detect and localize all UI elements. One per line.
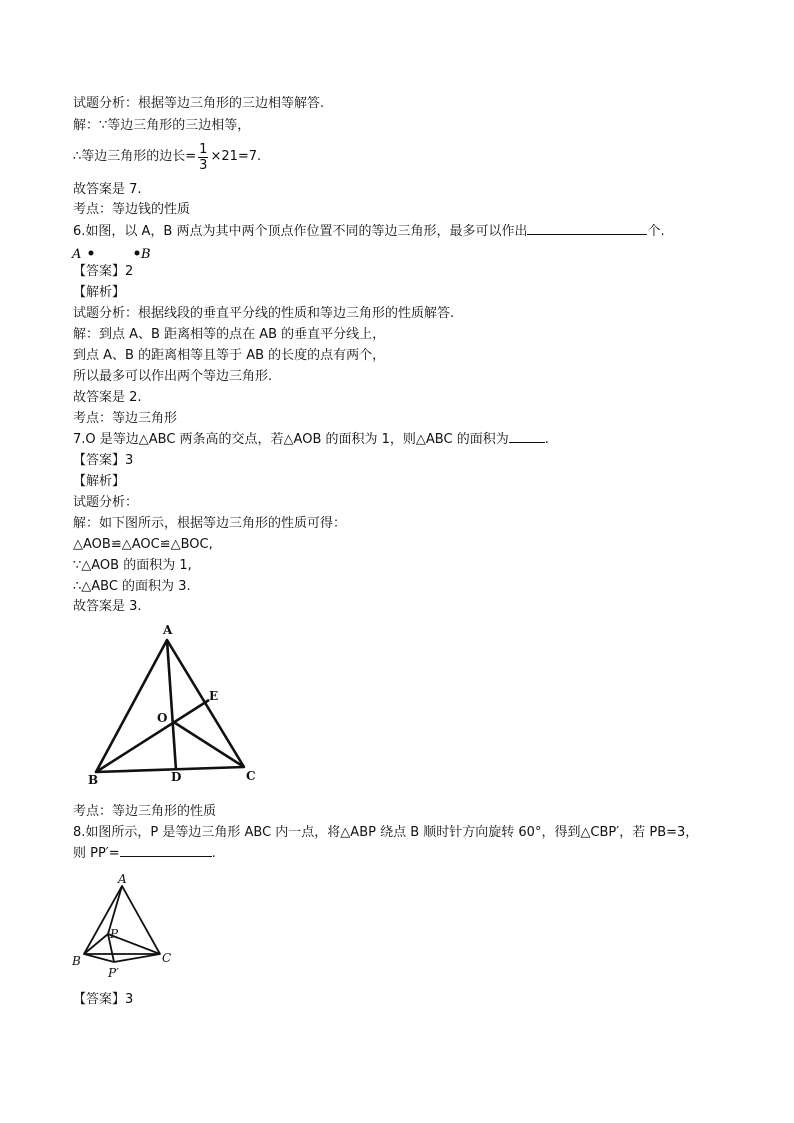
- answer-line: 故答案是 7.: [73, 182, 142, 197]
- point-b: [135, 251, 140, 256]
- label-b: B: [88, 773, 99, 787]
- solution-line: ∴△ABC 的面积为 3.: [73, 579, 191, 594]
- label-c: C: [162, 951, 172, 965]
- kaodian-line: 考点：等边三角形: [73, 411, 178, 426]
- answer-line: 故答案是 3.: [73, 599, 142, 614]
- side-length-formula: [73, 140, 261, 174]
- label-e: E: [209, 689, 219, 703]
- analysis-line: 试题分析：根据等边三角形的三边相等解答.: [73, 96, 325, 111]
- kaodian-line: 考点：等边钱的性质: [73, 202, 191, 217]
- fraction-numerator: 1: [199, 141, 208, 157]
- label-a: A: [163, 623, 173, 637]
- solution-line: ∵△AOB 的面积为 1,: [73, 558, 192, 573]
- formula-suffix: ×21=7.: [210, 149, 262, 164]
- question-7-end: .: [544, 432, 549, 447]
- answer-blank: [509, 430, 545, 443]
- segment-bp: [84, 934, 108, 954]
- label-p: P: [110, 927, 119, 941]
- jiexi-tag: 【解析】: [73, 285, 126, 300]
- question-7: [73, 430, 549, 450]
- triangle-abc-heights-figure: [80, 620, 270, 790]
- segment-oc: [172, 721, 244, 767]
- analysis-line: 试题分析：: [73, 495, 139, 510]
- question-8-text: 8.如图所示，P 是等边三角形 ABC 内一点，将△ABP 绕点 B 顺时针方向旋转 60°，得到△CBP′，若 PB=3，: [73, 825, 699, 840]
- kaodian-line: 考点：等边三角形的性质: [73, 804, 217, 819]
- label-o: O: [157, 711, 168, 725]
- question-6-end: 个.: [647, 224, 665, 239]
- formula-prefix: ∴等边三角形的边长=: [73, 149, 197, 164]
- solution-line: 到点 A、B 的距离相等且等于 AB 的长度的点有两个，: [73, 348, 386, 363]
- question-7-text: 7.O 是等边△ABC 两条高的交点，若△AOB 的面积为 1，则△ABC 的面积为: [73, 432, 509, 447]
- height-be: [96, 700, 209, 772]
- solution-line: 解：到点 A、B 距离相等的点在 AB 的垂直平分线上，: [73, 327, 386, 342]
- question-8-line-2: [73, 844, 216, 864]
- congruence-line: △AOB≌△AOC≌△BOC,: [73, 537, 213, 552]
- jiexi-tag: 【解析】: [73, 474, 126, 489]
- analysis-line: 试题分析：根据线段的垂直平分线的性质和等边三角形的性质解答.: [73, 306, 455, 321]
- question-8-text-2: 则 PP′=: [73, 846, 120, 861]
- points-ab-figure: [70, 242, 160, 264]
- solution-line: 解：∵等边三角形的三边相等，: [73, 118, 251, 133]
- height-ad: [167, 640, 176, 770]
- answer-tag: 【答案】3: [73, 992, 134, 1007]
- answer-tag: 【答案】3: [73, 453, 134, 468]
- solution-line: 解：如下图所示，根据等边三角形的性质可得：: [73, 516, 347, 531]
- point-a: [89, 251, 94, 256]
- label-d: D: [171, 770, 182, 784]
- answer-blank: [527, 222, 647, 235]
- segment-p-prime-c: [114, 954, 160, 962]
- label-a: A: [72, 247, 82, 262]
- question-6: [73, 222, 665, 242]
- label-p-prime: P′: [108, 966, 119, 980]
- question-8-end: .: [211, 846, 216, 861]
- answer-line: 故答案是 2.: [73, 390, 142, 405]
- label-b: B: [141, 247, 151, 262]
- segment-bp-prime: [84, 954, 114, 962]
- answer-blank: [120, 844, 212, 857]
- label-c: C: [246, 769, 256, 783]
- solution-line: 所以最多可以作出两个等边三角形.: [73, 369, 273, 384]
- fraction-denominator: 3: [199, 157, 208, 173]
- rotation-triangle-figure: [66, 872, 186, 986]
- answer-tag: 【答案】2: [73, 264, 134, 279]
- label-b: B: [72, 954, 81, 968]
- question-6-text: 6.如图，以 A，B 两点为其中两个顶点作位置不同的等边三角形，最多可以作出: [73, 224, 528, 239]
- fraction-one-third: [198, 142, 208, 173]
- label-a: A: [118, 872, 127, 886]
